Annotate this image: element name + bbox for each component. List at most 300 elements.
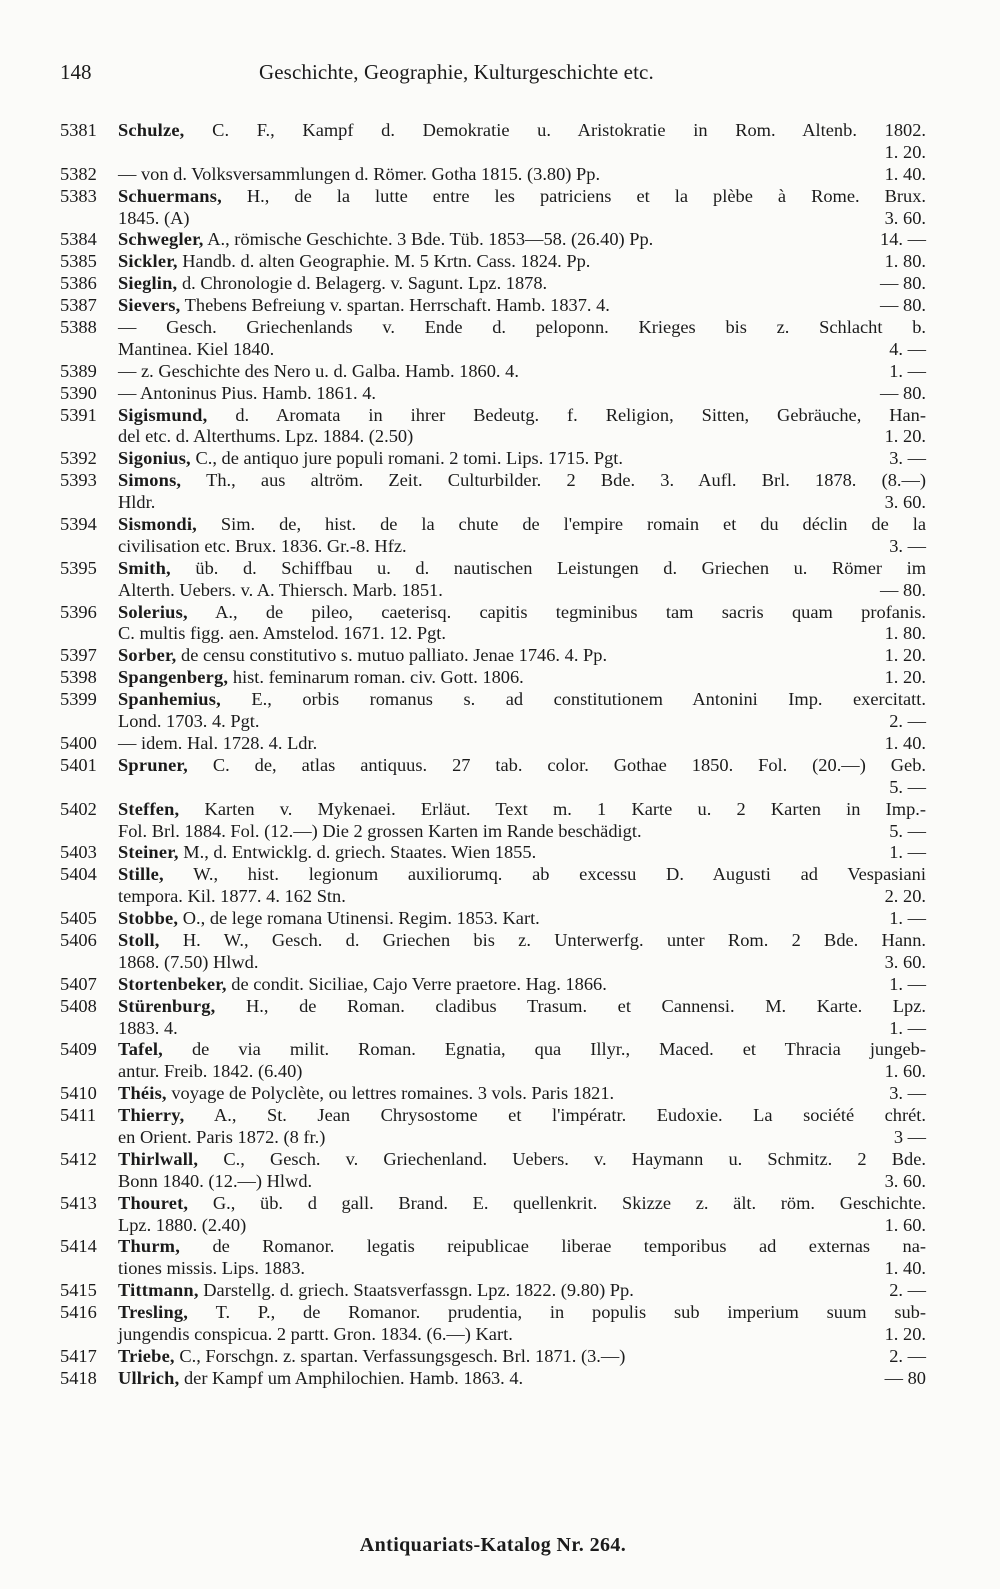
entry-text <box>118 1018 926 1040</box>
entry-text <box>118 864 926 886</box>
entry-text <box>118 142 926 164</box>
entry-line <box>60 142 926 164</box>
entry-description: H., de la lutte entre les patriciens et la plèbe à Rome. Brux. <box>221 185 926 206</box>
catalog-footer: Antiquariats-Katalog Nr. 264. <box>359 1534 627 1556</box>
entry-description: Lond. 1703. 4. Pgt. <box>118 711 260 732</box>
entry-description: 1883. 4. <box>118 1017 178 1038</box>
entry-number: 5402 <box>60 798 97 819</box>
author-name: Schwegler, <box>118 229 204 250</box>
entry-line <box>60 1105 926 1127</box>
entry-price: 3. — <box>889 535 926 556</box>
catalog-entry <box>60 558 926 602</box>
catalog-entry <box>60 974 926 996</box>
entry-number: 5390 <box>60 382 97 403</box>
entry-description: — Gesch. Griechenlands v. Ende d. peloponn. Krieges bis z. Schlacht b. <box>118 317 926 338</box>
entry-description: de via milit. Roman. Egnatia, qua Illyr., Maced. et Thracia jungeb- <box>162 1039 926 1060</box>
entry-description: C., de antiquo jure populi romani. 2 tomi. Lips. 1715. Pgt. <box>190 448 624 469</box>
entry-description: C., Forschgn. z. spartan. Verfassungsgesch. Brl. 1871. (3.—) <box>174 1345 626 1366</box>
entry-line <box>60 580 926 602</box>
entry-text <box>118 208 926 230</box>
entry-number: 5383 <box>60 185 97 206</box>
entry-line <box>60 952 926 974</box>
entry-description: d. Chronologie d. Belagerg. v. Sagunt. Lpz. 1878. <box>177 273 548 294</box>
author-name: Thierry, <box>118 1105 185 1126</box>
catalog-entry <box>60 1236 926 1280</box>
author-name: Simons, <box>118 470 182 491</box>
entry-number: 5391 <box>60 404 97 425</box>
entry-price: 2. — <box>889 1345 926 1366</box>
entry-number: 5413 <box>60 1192 97 1213</box>
entry-number: 5399 <box>60 689 97 710</box>
entry-text <box>118 536 926 558</box>
entry-text <box>118 908 926 930</box>
author-name: Sickler, <box>118 251 178 272</box>
entry-line <box>60 186 926 208</box>
entry-text <box>118 1324 926 1346</box>
entry-line <box>60 536 926 558</box>
entry-line <box>60 492 926 514</box>
entry-line <box>60 229 926 251</box>
catalog-entry <box>60 996 926 1040</box>
entry-description: C. F., Kampf d. Demokratie u. Aristokratie in Rom. Altenb. 1802. <box>184 120 926 140</box>
entry-line <box>60 1018 926 1040</box>
entry-line <box>60 1258 926 1280</box>
catalog-entry <box>60 1193 926 1237</box>
entry-price: 1. 20. <box>884 645 926 666</box>
entry-description: del etc. d. Alterthums. Lpz. 1884. (2.50) <box>118 426 414 447</box>
entry-line <box>60 251 926 273</box>
catalog-entry <box>60 689 926 733</box>
entry-line <box>60 1171 926 1193</box>
entry-text <box>118 470 926 492</box>
entry-description: de Romanor. legatis reipublicae liberae temporibus ad externas na- <box>180 1236 926 1257</box>
entry-description: tempora. Kil. 1877. 4. 162 Stn. <box>118 886 346 907</box>
entry-description: A., St. Jean Chrysostome et l'impératr. Eudoxie. La société chrét. <box>184 1105 926 1126</box>
entry-price: — 80. <box>880 382 926 403</box>
entry-description: de condit. Siciliae, Cajo Verre praetore. Hag. 1866. <box>226 973 607 994</box>
author-name: Sigonius, <box>118 448 191 469</box>
entry-text <box>118 361 926 383</box>
entry-number: 5407 <box>60 973 97 994</box>
entry-line <box>60 1039 926 1061</box>
entry-text <box>118 602 926 624</box>
entry-text <box>118 755 926 777</box>
author-name: Stortenbeker, <box>118 973 227 994</box>
entry-description: Darstellg. d. griech. Staatsverfassgn. Lpz. 1822. (9.80) Pp. <box>198 1280 634 1301</box>
entry-description: civilisation etc. Brux. 1836. Gr.-8. Hfz. <box>118 535 407 556</box>
catalog-entry <box>60 229 926 251</box>
author-name: Théis, <box>118 1083 167 1104</box>
entry-text <box>118 667 926 689</box>
catalog-entry <box>60 317 926 361</box>
entry-price: — 80. <box>880 579 926 600</box>
entry-text <box>118 1193 926 1215</box>
entry-price: 1. 60. <box>884 1214 926 1235</box>
entry-text <box>118 711 926 733</box>
entry-price: 1. 80. <box>884 251 926 272</box>
author-name: Ullrich, <box>118 1367 180 1388</box>
entry-text <box>118 1083 926 1105</box>
entry-description: 1845. (A) <box>118 207 190 228</box>
entry-price: 1. 60. <box>884 1061 926 1082</box>
author-name: Smith, <box>118 557 171 578</box>
entry-price: 2. 20. <box>884 886 926 907</box>
entry-number: 5411 <box>60 1105 97 1126</box>
entry-line <box>60 1149 926 1171</box>
entry-line <box>60 864 926 886</box>
entry-description: — idem. Hal. 1728. 4. Ldr. <box>118 732 318 753</box>
entry-text <box>118 251 926 273</box>
author-name: Schulze, <box>118 120 185 140</box>
author-name: Sigismund, <box>118 404 208 425</box>
entry-price: 1. 20. <box>884 667 926 688</box>
page-number: 148 <box>60 60 92 84</box>
entry-line <box>60 514 926 536</box>
author-name: Sismondi, <box>118 514 197 535</box>
entry-number: 5415 <box>60 1280 97 1301</box>
entry-number: 5416 <box>60 1302 97 1323</box>
entry-description: C., Gesch. v. Griechenland. Uebers. v. Haymann u. Schmitz. 2 Bde. <box>198 1148 926 1169</box>
entry-line <box>60 711 926 733</box>
entry-description: de censu constitutivo s. mutuo palliato. Jenae 1746. 4. Pp. <box>176 645 608 666</box>
entry-number: 5409 <box>60 1039 97 1060</box>
entry-text <box>118 426 926 448</box>
entry-text <box>118 317 926 339</box>
entry-price: — 80. <box>880 273 926 294</box>
entry-number: 5417 <box>60 1345 97 1366</box>
entry-description: Hldr. <box>118 492 156 513</box>
entry-description: 1. 20. <box>884 141 926 162</box>
entry-number: 5408 <box>60 995 97 1016</box>
catalog-entry <box>60 405 926 449</box>
entry-line <box>60 426 926 448</box>
entry-line <box>60 996 926 1018</box>
author-name: Sieglin, <box>118 273 178 294</box>
entry-line <box>60 821 926 843</box>
entry-text <box>118 1039 926 1061</box>
entry-text <box>118 1215 926 1237</box>
entry-description: Karten v. Mykenaei. Erläut. Text m. 1 Karte u. 2 Karten in Imp.- <box>179 798 926 819</box>
catalog-entry <box>60 1083 926 1105</box>
entry-line <box>60 667 926 689</box>
author-name: Sorber, <box>118 645 177 666</box>
entry-price: 5. — <box>889 820 926 841</box>
author-name: Thurm, <box>118 1236 181 1257</box>
entry-line <box>60 1302 926 1324</box>
entry-line <box>60 1346 926 1368</box>
entry-text <box>118 295 926 317</box>
catalog-entry <box>60 186 926 230</box>
entry-text <box>118 645 926 667</box>
author-name: Stille, <box>118 864 164 885</box>
entry-price: 4. — <box>889 338 926 359</box>
entry-number: 5382 <box>60 163 97 184</box>
catalog-page <box>60 60 926 1556</box>
entry-line <box>60 1193 926 1215</box>
author-name: Stoll, <box>118 929 160 950</box>
entry-description: Alterth. Uebers. v. A. Thiersch. Marb. 1851. <box>118 579 443 600</box>
entry-text <box>118 777 926 799</box>
entry-description: voyage de Polyclète, ou lettres romaines. 3 vols. Paris 1821. <box>166 1083 615 1104</box>
entry-line <box>60 623 926 645</box>
entry-line <box>60 1280 926 1302</box>
entry-text <box>118 1149 926 1171</box>
entry-description: Mantinea. Kiel 1840. <box>118 338 275 359</box>
entry-price: 1. 20. <box>884 1323 926 1344</box>
catalog-entry <box>60 667 926 689</box>
entry-line <box>60 974 926 996</box>
entry-description: jungendis conspicua. 2 partt. Gron. 1834. (6.—) Kart. <box>118 1323 513 1344</box>
entry-number: 5387 <box>60 295 97 316</box>
catalog-entry <box>60 470 926 514</box>
entry-price: 1. 40. <box>884 732 926 753</box>
entry-text <box>118 164 926 186</box>
entry-description: O., de lege romana Utinensi. Regim. 1853. Kart. <box>178 908 540 929</box>
entry-line <box>60 273 926 295</box>
catalog-entry <box>60 842 926 864</box>
author-name: Sievers, <box>118 295 181 316</box>
entry-line <box>60 842 926 864</box>
entry-price: 3. 60. <box>884 207 926 228</box>
catalog-entry <box>60 295 926 317</box>
entry-text <box>118 930 926 952</box>
entry-description: — Antoninus Pius. Hamb. 1861. 4. <box>118 382 376 403</box>
entry-number: 5406 <box>60 929 97 950</box>
catalog-entry <box>60 1302 926 1346</box>
entry-text <box>118 842 926 864</box>
author-name: Stobbe, <box>118 908 179 929</box>
entry-number: 5388 <box>60 317 97 338</box>
entry-price: — 80. <box>880 295 926 316</box>
entry-line <box>60 339 926 361</box>
catalog-entry <box>60 1346 926 1368</box>
entry-line <box>60 1215 926 1237</box>
entry-line <box>60 755 926 777</box>
entry-line <box>60 317 926 339</box>
entry-description: der Kampf um Amphilochien. Hamb. 1863. 4. <box>179 1367 524 1388</box>
entry-price: 3. 60. <box>884 951 926 972</box>
entry-text <box>118 448 926 470</box>
entry-text <box>118 799 926 821</box>
entry-number: 5394 <box>60 514 97 535</box>
entry-line <box>60 1061 926 1083</box>
catalog-entry <box>60 645 926 667</box>
author-name: Steiner, <box>118 842 179 863</box>
entry-text <box>118 1105 926 1127</box>
entry-number: 5393 <box>60 470 97 491</box>
entry-description: A., de pileo, caeterisq. capitis tegminibus tam sacris quam profanis. <box>187 601 926 622</box>
entry-text <box>118 996 926 1018</box>
catalog-entry <box>60 733 926 755</box>
entry-description: W., hist. legionum auxiliorumq. ab excessu D. Augusti ad Vespasiani <box>163 864 926 885</box>
entry-price: 1. — <box>889 908 926 929</box>
entry-description: A., römische Geschichte. 3 Bde. Tüb. 1853—58. (26.40) Pp. <box>203 229 654 250</box>
catalog-entry <box>60 864 926 908</box>
entry-number: 5414 <box>60 1236 97 1257</box>
entry-line <box>60 645 926 667</box>
entry-text <box>118 1368 926 1390</box>
entry-price: 3. — <box>889 448 926 469</box>
entry-price: 1. — <box>889 360 926 381</box>
entry-price: 14. — <box>880 229 926 250</box>
entry-text <box>118 1258 926 1280</box>
entry-number: 5410 <box>60 1083 97 1104</box>
entry-price: 2. — <box>889 1280 926 1301</box>
entry-text <box>118 974 926 996</box>
author-name: Tittmann, <box>118 1280 199 1301</box>
author-name: Spangenberg, <box>118 667 229 688</box>
catalog-entry <box>60 383 926 405</box>
entry-text <box>118 186 926 208</box>
entry-number: 5389 <box>60 360 97 381</box>
entry-line <box>60 470 926 492</box>
catalog-entry <box>60 273 926 295</box>
entry-description: Th., aus altröm. Zeit. Culturbilder. 2 Bde. 3. Aufl. Brl. 1878. (8.—) <box>181 470 926 491</box>
author-name: Spanhemius, <box>118 689 221 710</box>
entry-line <box>60 208 926 230</box>
catalog-entry <box>60 799 926 843</box>
entry-line <box>60 120 926 142</box>
entry-line <box>60 1368 926 1390</box>
entry-description: Sim. de, hist. de la chute de l'empire romain et du déclin de la <box>196 514 926 535</box>
entry-description: Thebens Befreiung v. spartan. Herrschaft. Hamb. 1837. 4. <box>180 295 610 316</box>
entry-text <box>118 1171 926 1193</box>
running-title: Geschichte, Geographie, Kulturgeschichte etc. <box>259 60 654 84</box>
author-name: Triebe, <box>118 1345 175 1366</box>
entry-text <box>118 514 926 536</box>
entry-price: 1. — <box>889 1017 926 1038</box>
entry-line <box>60 1236 926 1258</box>
entry-text <box>118 1061 926 1083</box>
entry-description: Fol. Brl. 1884. Fol. (12.—) Die 2 grossen Karten im Rande beschädigt. <box>118 820 642 841</box>
entry-text <box>118 623 926 645</box>
entry-description: üb. d. Schiffbau u. d. nautischen Leistungen d. Griechen u. Römer im <box>170 557 926 578</box>
entry-description: Lpz. 1880. (2.40) <box>118 1214 247 1235</box>
entry-line <box>60 1083 926 1105</box>
entry-number: 5412 <box>60 1148 97 1169</box>
entry-number: 5418 <box>60 1367 97 1388</box>
entry-description: 5. — <box>889 776 926 797</box>
entry-number: 5404 <box>60 864 97 885</box>
entry-text <box>118 405 926 427</box>
entry-line <box>60 689 926 711</box>
entry-text <box>118 1236 926 1258</box>
entry-description: M., d. Entwicklg. d. griech. Staates. Wien 1855. <box>178 842 537 863</box>
entry-description: Handb. d. alten Geographie. M. 5 Krtn. Cass. 1824. Pp. <box>177 251 591 272</box>
entry-description: C. de, atlas antiquus. 27 tab. color. Gothae 1850. Fol. (20.—) Geb. <box>187 754 926 775</box>
entry-text <box>118 1280 926 1302</box>
catalog-entry <box>60 1105 926 1149</box>
entry-description: antur. Freib. 1842. (6.40) <box>118 1061 303 1082</box>
entry-number: 5395 <box>60 557 97 578</box>
entry-description: E., orbis romanus s. ad constitutionem Antonini Imp. exercitatt. <box>220 689 926 710</box>
catalog-entry <box>60 930 926 974</box>
catalog-entry <box>60 755 926 799</box>
entry-price: 1. — <box>889 973 926 994</box>
author-name: Tafel, <box>118 1039 163 1060</box>
entry-text <box>118 580 926 602</box>
entry-line <box>60 886 926 908</box>
entry-number: 5386 <box>60 273 97 294</box>
entry-line <box>60 1324 926 1346</box>
entry-text <box>118 383 926 405</box>
page-header <box>60 60 926 90</box>
entry-text <box>118 492 926 514</box>
entry-number: 5392 <box>60 448 97 469</box>
entry-text <box>118 120 926 142</box>
entry-line <box>60 602 926 624</box>
entry-line <box>60 908 926 930</box>
entry-number: 5384 <box>60 229 97 250</box>
entry-number: 5401 <box>60 754 97 775</box>
entry-number: 5403 <box>60 842 97 863</box>
entry-number: 5400 <box>60 732 97 753</box>
catalog-entries <box>60 120 926 1390</box>
entry-price: 3. — <box>889 1083 926 1104</box>
entry-text <box>118 733 926 755</box>
author-name: Solerius, <box>118 601 188 622</box>
entry-price: 3. 60. <box>884 492 926 513</box>
entry-text <box>118 1127 926 1149</box>
entry-text <box>118 273 926 295</box>
entry-description: — z. Geschichte des Nero u. d. Galba. Hamb. 1860. 4. <box>118 360 519 381</box>
catalog-entry <box>60 120 926 164</box>
entry-price: 1. 40. <box>884 163 926 184</box>
entry-description: tiones missis. Lips. 1883. <box>118 1258 305 1279</box>
author-name: Stürenburg, <box>118 995 216 1016</box>
entry-line <box>60 295 926 317</box>
entry-text <box>118 1302 926 1324</box>
author-name: Spruner, <box>118 754 188 775</box>
catalog-entry <box>60 908 926 930</box>
entry-price: — 80 <box>884 1367 926 1388</box>
entry-price: 2. — <box>889 711 926 732</box>
entry-line <box>60 799 926 821</box>
catalog-entry <box>60 448 926 470</box>
entry-price: 1. 20. <box>884 426 926 447</box>
entry-line <box>60 777 926 799</box>
entry-description: hist. feminarum roman. civ. Gott. 1806. <box>228 667 524 688</box>
entry-text <box>118 952 926 974</box>
catalog-entry <box>60 1368 926 1390</box>
entry-description: H., de Roman. cladibus Trasum. et Cannensi. M. Karte. Lpz. <box>215 995 926 1016</box>
entry-text <box>118 821 926 843</box>
entry-text <box>118 558 926 580</box>
entry-number: 5385 <box>60 251 97 272</box>
author-name: Schuermans, <box>118 185 222 206</box>
catalog-entry <box>60 514 926 558</box>
entry-line <box>60 361 926 383</box>
entry-number: 5381 <box>60 120 97 140</box>
catalog-entry <box>60 1280 926 1302</box>
entry-line <box>60 930 926 952</box>
entry-text <box>118 689 926 711</box>
entry-description: C. multis figg. aen. Amstelod. 1671. 12. Pgt. <box>118 623 446 644</box>
catalog-entry <box>60 602 926 646</box>
author-name: Tresling, <box>118 1302 189 1323</box>
entry-text <box>118 886 926 908</box>
entry-description: d. Aromata in ihrer Bedeutg. f. Religion, Sitten, Gebräuche, Han- <box>207 404 926 425</box>
author-name: Thirlwall, <box>118 1148 199 1169</box>
entry-text <box>118 339 926 361</box>
entry-line <box>60 448 926 470</box>
entry-description: 1868. (7.50) Hlwd. <box>118 951 259 972</box>
entry-text <box>118 1346 926 1368</box>
entry-description: — von d. Volksversammlungen d. Römer. Gotha 1815. (3.80) Pp. <box>118 163 601 184</box>
entry-description: H. W., Gesch. d. Griechen bis z. Unterwerfg. unter Rom. 2 Bde. Hann. <box>159 929 926 950</box>
catalog-entry <box>60 361 926 383</box>
catalog-entry <box>60 164 926 186</box>
